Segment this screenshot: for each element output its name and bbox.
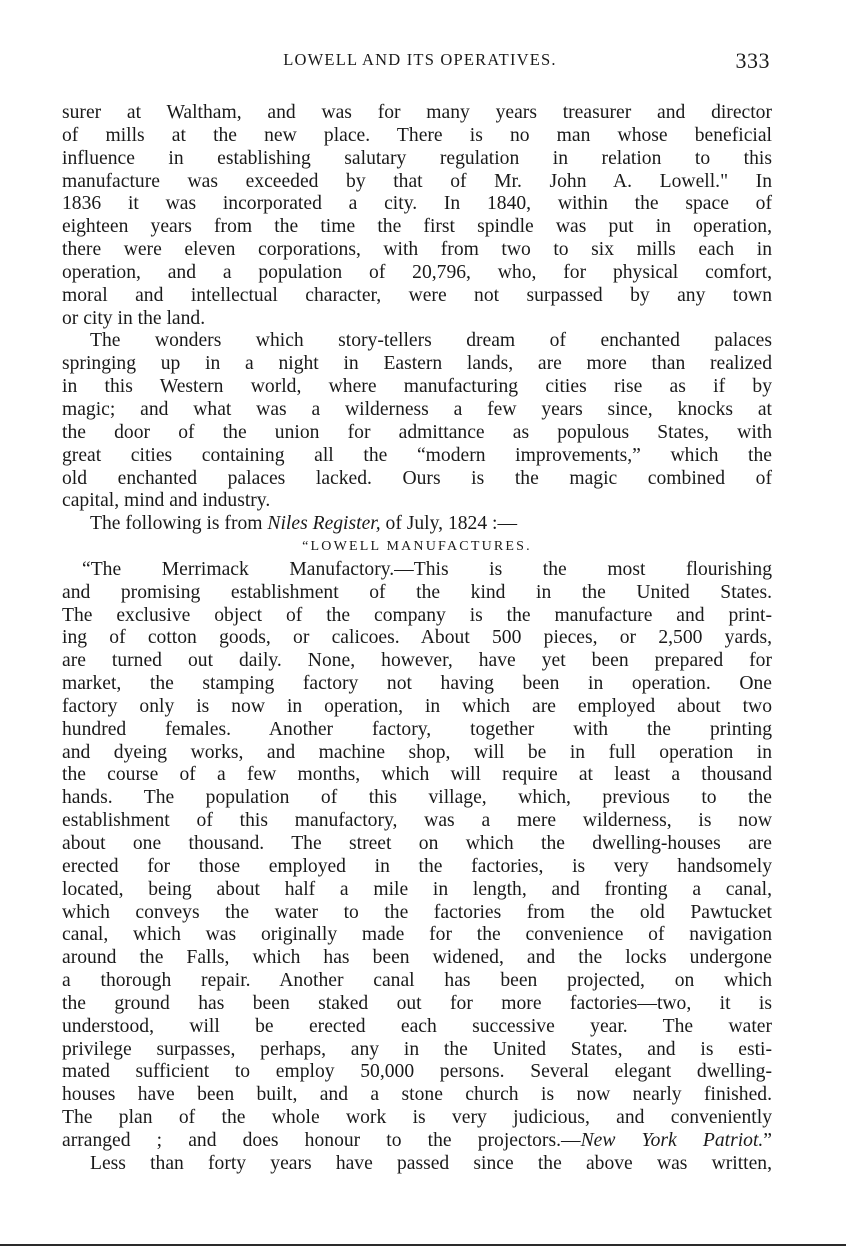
attribution-line [62,1130,772,1153]
text-line: mated sufficient to employ 50,000 persons. Several elegant dwelling- [62,1061,772,1083]
text-line: capital, mind and industry. [62,490,271,512]
text-line: canal, which was originally made for the convenience of navigation [62,924,772,946]
text-line: hundred females. Another factory, together with the printing [62,718,772,740]
text-line: understood, will be erected each successive year. The water [62,1015,772,1037]
text-line: 1836 it was incorporated a city. In 1840, within the space of [62,193,772,215]
text-line: hands. The population of this village, which, previous to the [62,787,772,809]
text-line: ing of cotton goods, or calicoes. About 500 pieces, or 2,500 yards, [62,627,772,649]
text-line: springing up in a night in Eastern lands, are more than realized [62,353,772,375]
text-line: in this Western world, where manufacturing cities rise as if by [62,376,772,398]
text-line: magic; and what was a wilderness a few years since, knocks at [62,398,772,420]
attribution-lead: arranged ; and does honour to the projectors.— [62,1129,581,1151]
text-line: influence in establishing salutary regulation in relation to this [62,147,772,169]
text-line: great cities containing all the “modern improvements,” which the [62,444,772,466]
text-line: privilege surpasses, perhaps, any in the United States, and is esti- [62,1038,772,1060]
text-line: eighteen years from the time the first spindle was put in operation, [62,216,772,238]
text-line: The wonders which story-tellers dream of enchanted palaces [90,330,772,352]
text-line: of mills at the new place. There is no man whose beneficial [62,124,772,146]
section-heading: “LOWELL MANUFACTURES. [302,539,532,555]
text-line: the ground has been staked out for more factories—two, it is [62,992,772,1014]
page-number: 333 [735,48,770,73]
text-line: The plan of the whole work is very judicious, and conveniently [62,1107,772,1129]
text-line: market, the stamping factory not having been in operation. One [62,673,772,695]
text-line: there were eleven corporations, with from two to six mills each in [62,239,772,261]
text-line: “The Merrimack Manufactory.—This is the most flourishing [82,558,772,580]
text-line: or city in the land. [62,307,206,329]
citation-line [62,513,772,536]
text-line: factory only is now in operation, in which are employed about two [62,695,772,717]
citation-lead: The following is from [90,513,263,535]
citation-date: of July, 1824 :— [385,513,518,535]
text-line: are turned out daily. None, however, have yet been prepared for [62,650,772,672]
text-line: and promising establishment of the kind in the United States. [62,581,772,603]
closing-quote: ” [763,1129,772,1151]
text-line: erected for those employed in the factories, is very handsomely [62,855,772,877]
source-title: Niles Register, [267,513,381,535]
text-line: the course of a few months, which will require at least a thousand [62,764,772,786]
text-line: old enchanted palaces lacked. Ours is the magic combined of [62,467,772,489]
text-line: which conveys the water to the factories from the old Pawtucket [62,901,772,923]
text-line: located, being about half a mile in length, and fronting a canal, [62,878,772,900]
text-line: the door of the union for admittance as populous States, with [62,421,772,443]
attribution-source: New York Patriot. [580,1129,764,1151]
text-line: establishment of this manufactory, was a mere wilderness, is now [62,810,772,832]
text-line: a thorough repair. Another canal has been projected, on which [62,970,772,992]
text-line: surer at Waltham, and was for many years treasurer and director [62,102,772,123]
text-line: operation, and a population of 20,796, who, for physical comfort, [62,261,772,283]
running-title: LOWELL AND ITS OPERATIVES. [283,50,557,69]
page-body [62,102,772,1176]
text-line: manufacture was exceeded by that of Mr. John A. Lowell." In [62,170,772,192]
text-line: moral and intellectual character, were not surpassed by any town [62,284,772,306]
text-line: Less than forty years have passed since the above was written, [90,1152,772,1174]
text-line: The exclusive object of the company is the manufacture and print- [62,604,772,626]
text-line: houses have been built, and a stone church is now nearly finished. [62,1084,772,1106]
text-line: and dyeing works, and machine shop, will be in full operation in [62,741,772,763]
text-line: about one thousand. The street on which the dwelling-houses are [62,833,772,854]
text-line: around the Falls, which has been widened, and the locks undergone [62,947,772,969]
